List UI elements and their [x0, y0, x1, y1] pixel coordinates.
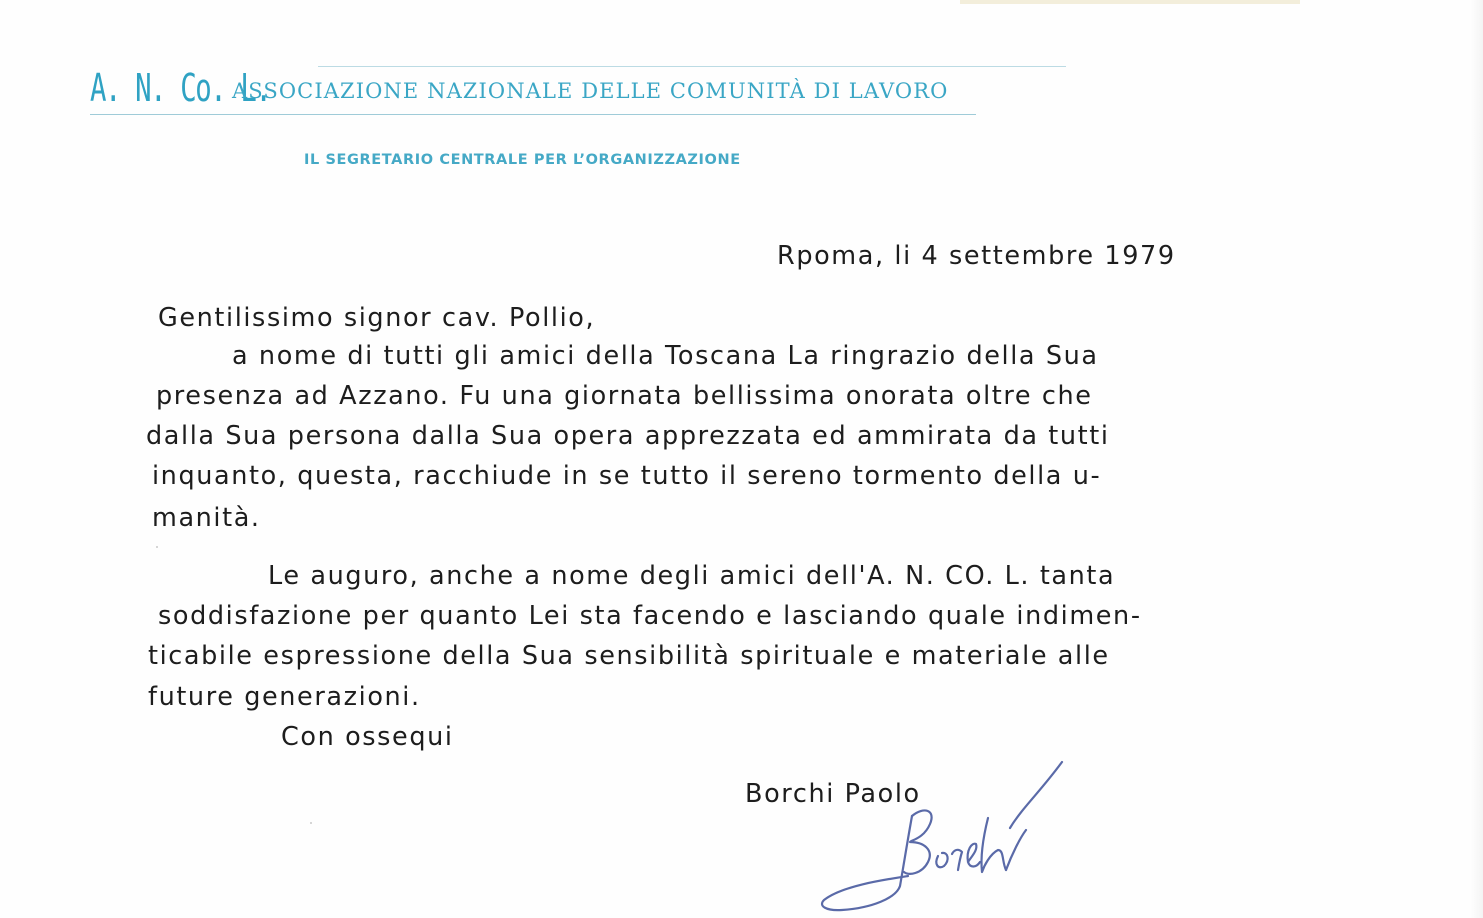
- association-name: ASSOCIAZIONE NAZIONALE DELLE COMUNITÀ DI LAVORO: [232, 79, 949, 103]
- paper-right-edge: [1469, 0, 1483, 918]
- sender-name: Borchi Paolo: [745, 779, 921, 809]
- letter-salutation: Gentilissimo signor cav. Pollio,: [158, 303, 596, 333]
- paragraph2-line: Le auguro, anche a nome degli amici dell'A. N. CO. L. tanta: [268, 561, 1116, 591]
- paragraph1-line: presenza ad Azzano. Fu una giornata bellissima onorata oltre che: [156, 381, 1093, 411]
- paragraph2-line: soddisfazione per quanto Lei sta facendo e lasciando quale indimen-: [158, 601, 1142, 631]
- paragraph2-line: ticabile espressione della Sua sensibilità spirituale e materiale alle: [148, 641, 1110, 671]
- paper-edge-band: [960, 0, 1300, 4]
- paragraph2-line: future generazioni.: [148, 682, 421, 712]
- letterhead-bottom-rule: [90, 114, 976, 115]
- letterhead-top-rule: [318, 66, 1066, 67]
- paper-speck: [310, 822, 312, 824]
- association-logo: A. N. Co. L.: [90, 66, 271, 110]
- letter-closing: Con ossequi: [281, 722, 454, 752]
- letterhead: [90, 62, 976, 118]
- letter-date: Rpoma, li 4 settembre 1979: [777, 241, 1176, 271]
- paragraph1-line: manità.: [152, 503, 261, 533]
- paragraph1-line: a nome di tutti gli amici della Toscana La ringrazio della Sua: [232, 341, 1099, 371]
- paragraph1-line: inquanto, questa, racchiude in se tutto il sereno tormento della u-: [152, 461, 1102, 491]
- paragraph1-line: dalla Sua persona dalla Sua opera apprezzata ed ammirata da tutti: [146, 421, 1110, 451]
- paper-speck: [156, 546, 158, 548]
- handwritten-signature: [812, 758, 1072, 918]
- letterhead-subtitle: IL SEGRETARIO CENTRALE PER L’ORGANIZZAZIONE: [304, 152, 741, 168]
